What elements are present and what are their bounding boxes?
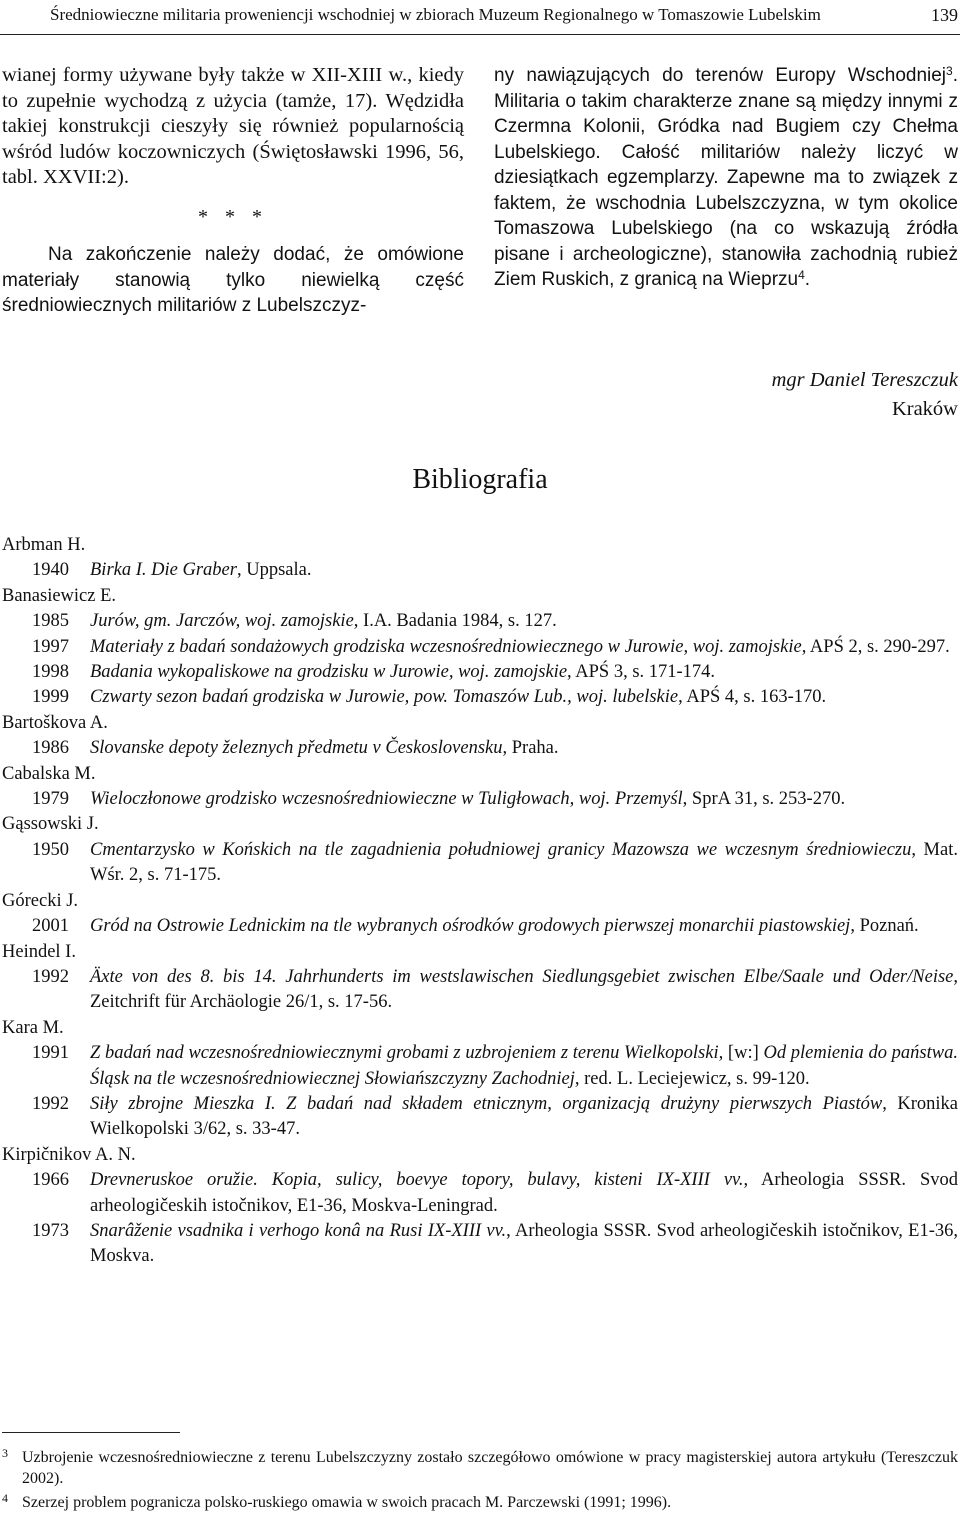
bib-entry [2, 965, 958, 1016]
bib-year: 1992 [32, 966, 69, 987]
bib-title: Drevneruskoe oružie. Kopia, sulicy, boevye topory, bulavy, kisteni IX-XIII vv. [90, 1170, 744, 1191]
footnote-rule [2, 1432, 180, 1433]
bib-entry [2, 1219, 958, 1270]
bib-author: Gąssowski J. [2, 814, 99, 835]
bib-title: Czwarty sezon badań grodziska w Jurowie, pow. Tomaszów Lub., woj. lubelskie [90, 687, 679, 708]
bib-entry [2, 1041, 958, 1092]
bib-title: Cmentarzysko w Końskich na tle zagadnienia południowej granicy Mazowsza we wczesnym średniowieczu [90, 839, 912, 860]
footnote-mark: 4 [2, 1491, 8, 1505]
bib-title: Siły zbrojne Mieszka I. Z badań nad składem etnicznym, organizacją drużyny pierwszych Piastów [90, 1093, 883, 1114]
bib-publication: , Uppsala. [236, 560, 312, 581]
bib-title: Z badań nad wczesnośredniowiecznymi grobami z uzbrojeniem z terenu Wielkopolski, [90, 1043, 724, 1064]
bib-entry [2, 558, 958, 583]
author-name: mgr Daniel Tereszczuk [771, 369, 958, 391]
bib-entry [2, 736, 958, 761]
right-column [494, 63, 958, 293]
footnote-text: Uzbrojenie wczesnośredniowieczne z terenu Lubelszczyzny zostało szczegółowo omówione w pracy magisterskiej autora artykułu (Tereszczuk 2002). [22, 1449, 958, 1487]
right-paragraph-part-c: . [804, 269, 811, 290]
bib-publication: , red. L. Leciejewicz, s. 99-120. [574, 1068, 810, 1089]
bib-year: 1940 [32, 560, 69, 581]
author-signature [772, 366, 958, 424]
footnote-text: Szerzej problem pogranicza polsko-ruskiego omawia w swoich pracach M. Parczewski (1991; 1996). [22, 1494, 672, 1511]
bib-year: 1973 [32, 1220, 69, 1241]
bib-author: Bartoškova A. [2, 712, 108, 733]
bib-year: 1979 [32, 789, 69, 810]
right-paragraph-part-a: ny nawiązujących do terenów Europy Wschodniej [494, 65, 947, 86]
bib-title: Jurów, gm. Jarczów, woj. zamojskie [90, 611, 354, 632]
bib-title: Wieloczłonowe grodzisko wczesnośredniowieczne w Tuligłowach, woj. Przemyśl [90, 789, 683, 810]
bib-year: 1992 [32, 1093, 69, 1114]
bib-entry [2, 635, 958, 660]
bib-year: 1985 [32, 611, 69, 632]
left-paragraph-1: wianej formy używane były także w XII-XIII w., kiedy to zupełnie wychodzą z użycia (tamże, 17). Wędzidła takiej konstrukcji cieszyły się również popularnością wśród ludów koczowniczych (Świętosławski 1996, 56, tabl. XXVII:2). [2, 64, 464, 188]
bib-publication: , Zeitchrift für Archäologie 26/1, s. 17-56. [90, 966, 958, 1013]
page-number: 139 [931, 5, 958, 25]
bib-publication: , APŚ 2, s. 290-297. [801, 636, 950, 657]
footnote-mark: 3 [2, 1446, 8, 1460]
bib-author: Kirpičnikov A. N. [2, 1144, 136, 1165]
bib-publication: , APŚ 4, s. 163-170. [678, 687, 827, 708]
running-title: Średniowieczne militaria proweniencji wschodniej w zbiorach Muzeum Regionalnego w Tomaszowie Lubelskim [50, 5, 821, 24]
bib-entry [2, 914, 958, 939]
bibliography-title: Bibliografia [412, 464, 548, 495]
bib-year: 1998 [32, 662, 69, 683]
bib-year: 1999 [32, 687, 69, 708]
bib-title: Materiały z badań sondażowych grodziska wczesnośredniowiecznego w Jurowie, woj. zamojskie [90, 636, 802, 657]
bib-entry [2, 1092, 958, 1143]
right-paragraph-part-b: . Militaria o takim charakterze znane są między innymi z Czermna Kolonii, Gródka nad Bugiem czy Chełma Lubelskiego. Całość militariów należy liczyć w dziesiątkach egzemplarzy. Zapewne ma to związek z faktem, że wschodnia Lubelszczyzna, w tym okolice Tomaszowa Lubelskiego (na co wskazują źródła pisane i archeologiczne), stanowiła zachodnią rubież Ziem Ruskich, z granicą na Wieprzu [494, 65, 958, 290]
bib-publication: , Arheologia SSSR. Svod arheologičeskih istočnikov, E1-36, Moskva-Leningrad. [90, 1170, 958, 1216]
bib-publication: , Mat. Wśr. 2, s. 71-175. [90, 839, 958, 886]
footnote-ref-3[interactable]: 3 [946, 64, 953, 78]
bib-author: Arbman H. [2, 535, 86, 555]
bib-title: Snarâženie vsadnika i verhogo konâ na Rusi IX-XIII vv. [90, 1220, 507, 1241]
bib-author: Heindel I. [2, 941, 76, 962]
author-city: Kraków [891, 398, 958, 420]
bib-year: 1986 [32, 738, 69, 759]
bib-title: Slovanske depoty železnych předmetu v Československu [90, 738, 503, 759]
running-header [0, 4, 960, 26]
bib-connector: [w:] [723, 1043, 764, 1064]
section-separator: * * * [198, 205, 268, 228]
bib-entry [2, 660, 958, 685]
bib-entry [2, 838, 958, 889]
bib-publication: , Poznań. [850, 916, 919, 937]
bib-title: Badania wykopaliskowe na grodzisku w Jurowie, woj. zamojskie [90, 662, 568, 683]
bib-year: 1966 [32, 1170, 69, 1191]
left-paragraph-2: Na zakończenie należy dodać, że omówione materiały stanowią tylko niewielką część średniowiecznych militariów z Lubelszczyz- [2, 244, 464, 316]
bib-year: 1997 [32, 636, 69, 657]
left-column [2, 63, 464, 319]
bib-year: 1950 [32, 839, 69, 860]
bib-publication: , Arheologia SSSR. Svod arheologičeskih istočnikov, E1-36, Moskva. [90, 1220, 958, 1267]
bib-author: Banasiewicz E. [2, 585, 117, 606]
footnote [2, 1447, 958, 1489]
bib-year: 1991 [32, 1043, 69, 1064]
bib-publication: , Praha. [502, 738, 559, 759]
bib-entry [2, 787, 958, 812]
bib-entry [2, 609, 958, 634]
bib-publication: , Kronika Wielkopolski 3/62, s. 33-47. [90, 1093, 959, 1140]
bib-publication: , APŚ 3, s. 171-174. [567, 662, 716, 683]
bib-entry [2, 1168, 958, 1219]
bib-author: Górecki J. [2, 890, 79, 911]
bib-author: Kara M. [2, 1017, 64, 1038]
footnotes [2, 1447, 958, 1516]
bib-author: Cabalska M. [2, 763, 96, 784]
header-rule [0, 34, 960, 35]
bib-year: 2001 [32, 916, 69, 937]
bib-title-secondary: Od plemienia do państwa. Śląsk na tle wczesnośredniowiecznej Słowiańszczyzny Zachodniej [90, 1043, 958, 1089]
bibliography-list [2, 533, 958, 1270]
bib-publication: , I.A. Badania 1984, s. 127. [353, 611, 557, 632]
bib-title: Äxte von des 8. bis 14. Jahrhunderts im westslawischen Siedlungsgebiet zwischen Elbe/Saale und Oder/Neise [90, 966, 954, 987]
bib-entry [2, 685, 958, 710]
footnote [2, 1492, 958, 1513]
bib-title: Birka I. Die Graber [90, 560, 237, 581]
footnote-ref-4[interactable]: 4 [798, 268, 805, 282]
bib-title: Gród na Ostrowie Lednickim na tle wybranych ośrodków grodowych pierwszej monarchii piastowskiej [90, 916, 851, 937]
bib-publication: , SprA 31, s. 253-270. [682, 789, 846, 810]
right-paragraph [494, 63, 958, 293]
